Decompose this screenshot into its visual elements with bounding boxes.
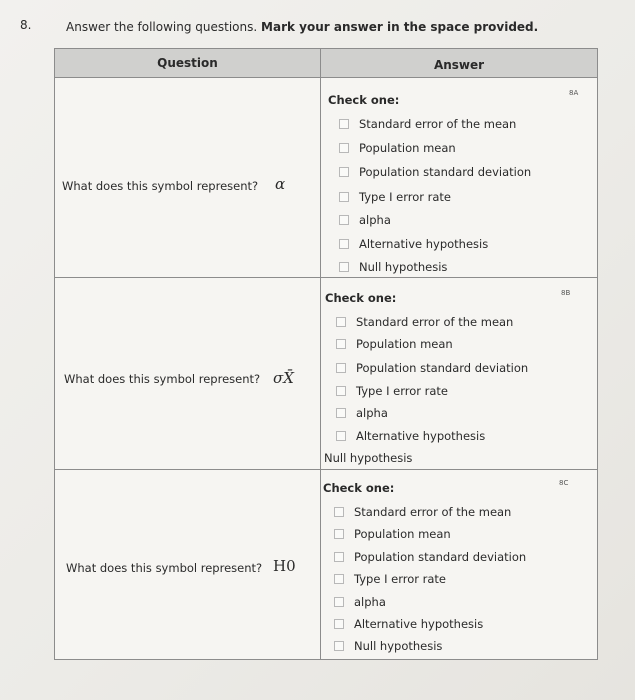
symbol-alpha: α	[275, 175, 286, 193]
option[interactable]	[334, 639, 442, 653]
option-label: Alternative hypothesis	[356, 429, 486, 443]
checkbox[interactable]	[339, 262, 349, 272]
checkbox[interactable]	[339, 239, 349, 249]
option[interactable]	[334, 527, 451, 541]
option-label: Alternative hypothesis	[354, 617, 484, 631]
checkbox[interactable]	[339, 167, 349, 177]
checkbox[interactable]	[339, 143, 349, 153]
symbol-h0: H0	[273, 557, 296, 575]
question-text: What does this symbol represent?	[64, 372, 261, 386]
option[interactable]	[339, 117, 516, 131]
check-one-label: Check one:	[328, 93, 400, 107]
table-header	[55, 49, 597, 78]
option-label: Type I error rate	[359, 190, 451, 204]
checkbox[interactable]	[334, 507, 344, 517]
option-label: Null hypothesis	[354, 639, 443, 653]
option-label: Population mean	[356, 337, 453, 351]
row-tag: 8C	[559, 479, 569, 487]
option-label: Type I error rate	[354, 572, 446, 586]
question-text: What does this symbol represent?	[66, 561, 263, 575]
option[interactable]	[339, 237, 488, 251]
option[interactable]	[339, 141, 456, 155]
check-one-label: Check one:	[325, 291, 397, 305]
option-label: Population standard deviation	[359, 165, 532, 179]
option[interactable]	[339, 190, 451, 204]
trailing-text: Null hypothesis	[324, 451, 413, 465]
option-label: Population mean	[354, 527, 451, 541]
checkbox[interactable]	[336, 317, 346, 327]
checkbox[interactable]	[336, 363, 346, 373]
checkbox[interactable]	[336, 408, 346, 418]
header-answer: Answer	[433, 58, 485, 72]
option[interactable]	[339, 213, 391, 227]
option[interactable]	[336, 429, 485, 443]
checkbox[interactable]	[339, 119, 349, 129]
option-label: Population standard deviation	[354, 550, 527, 564]
checkbox[interactable]	[334, 529, 344, 539]
checkbox[interactable]	[334, 552, 344, 562]
option-label: Standard error of the mean	[356, 315, 514, 329]
option-label: Population mean	[359, 141, 456, 155]
header-question: Question	[157, 56, 218, 70]
option[interactable]	[334, 505, 511, 519]
option[interactable]	[339, 260, 447, 274]
checkbox[interactable]	[336, 386, 346, 396]
checkbox[interactable]	[334, 597, 344, 607]
row-tag: 8A	[569, 89, 579, 97]
option[interactable]	[336, 406, 388, 420]
question-text: What does this symbol represent?	[62, 179, 259, 193]
instructions-prefix: Answer the following questions.	[66, 20, 258, 34]
checkbox[interactable]	[339, 215, 349, 225]
column-divider	[320, 49, 321, 659]
row-divider	[55, 277, 597, 278]
option-label: Standard error of the mean	[354, 505, 512, 519]
option-label: Alternative hypothesis	[359, 237, 489, 251]
option-label: Population standard deviation	[356, 361, 529, 375]
option[interactable]	[336, 361, 528, 375]
option[interactable]	[334, 550, 526, 564]
checkbox[interactable]	[336, 431, 346, 441]
checkbox[interactable]	[334, 641, 344, 651]
checkbox[interactable]	[334, 574, 344, 584]
option[interactable]	[334, 617, 483, 631]
option[interactable]	[336, 384, 448, 398]
instructions-bold: Mark your answer in the space provided.	[261, 20, 539, 34]
checkbox[interactable]	[336, 339, 346, 349]
checkbox[interactable]	[334, 619, 344, 629]
question-number: 8.	[20, 18, 32, 32]
option-label: alpha	[356, 406, 388, 420]
option-label: Null hypothesis	[359, 260, 448, 274]
option[interactable]	[334, 572, 446, 586]
option[interactable]	[339, 165, 531, 179]
instructions	[66, 20, 538, 34]
option[interactable]	[334, 595, 386, 609]
option-label: alpha	[359, 213, 391, 227]
option-label: alpha	[354, 595, 386, 609]
option[interactable]	[336, 337, 453, 351]
checkbox[interactable]	[339, 192, 349, 202]
symbol-sigma-xbar: σX̄	[273, 369, 294, 387]
check-one-label: Check one:	[323, 481, 395, 495]
question-table	[54, 48, 598, 660]
row-tag: 8B	[561, 289, 571, 297]
option-label: Standard error of the mean	[359, 117, 517, 131]
option-label: Type I error rate	[356, 384, 448, 398]
row-divider	[55, 469, 597, 470]
option[interactable]	[336, 315, 513, 329]
